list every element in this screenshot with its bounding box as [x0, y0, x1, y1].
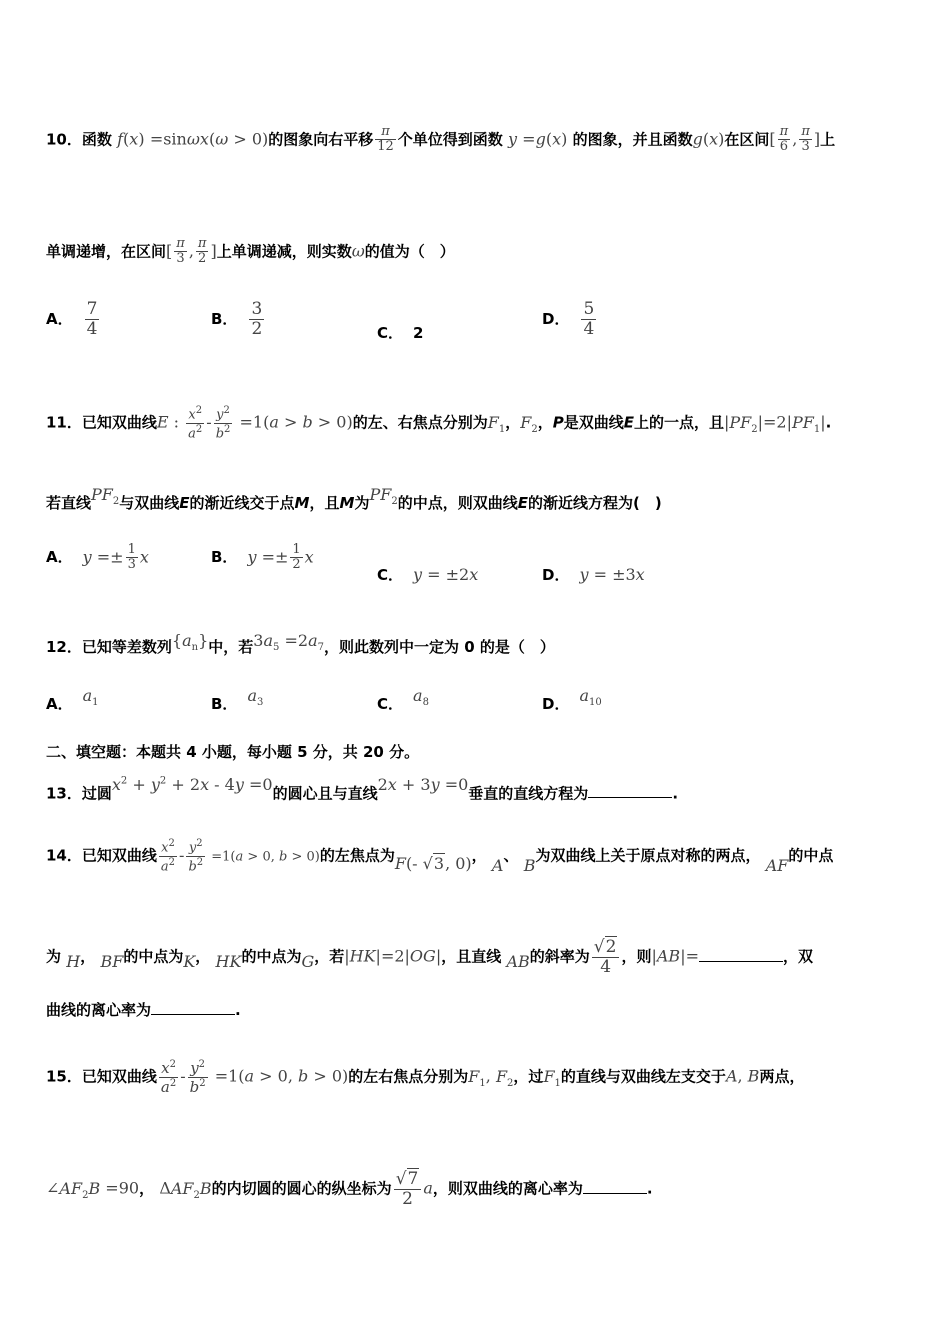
text: 的内切圆的圆心的纵坐标为	[211, 1179, 392, 1198]
math: ω	[215, 129, 229, 149]
math: $x^2$	[111, 775, 128, 795]
text: ，	[195, 947, 211, 966]
math: $AF_2B$	[59, 1178, 101, 1201]
section-2-heading	[46, 741, 910, 763]
q14-number: 14．	[46, 846, 82, 865]
math: > 0)	[228, 129, 269, 149]
math: =1(	[234, 412, 270, 432]
q13-line	[46, 775, 910, 804]
math: $F_1$	[487, 412, 506, 435]
q15-line-2	[46, 1170, 910, 1208]
option-label: C．	[377, 324, 404, 342]
math: =sin	[149, 129, 187, 149]
text: 的值为（ ）	[364, 242, 455, 261]
math: ωx	[186, 129, 209, 149]
q12-line	[46, 631, 910, 665]
math: =±	[91, 547, 124, 567]
text: 的图象向右平移	[268, 130, 374, 149]
text: 垂直的直线方程为	[468, 784, 589, 803]
math: $AF_2B$	[170, 1178, 212, 1201]
q10-number: 10．	[46, 130, 82, 149]
math: $F_1$	[468, 1066, 486, 1089]
text: 为	[46, 947, 62, 966]
q10-option-d[interactable]	[542, 300, 598, 338]
math: -	[180, 1066, 186, 1086]
q15-line-1	[46, 1059, 910, 1095]
text: 已知双曲线	[81, 846, 157, 865]
math: [	[166, 241, 173, 261]
denominator: 2	[251, 318, 263, 339]
math: $F_2$	[520, 412, 538, 435]
text: 个单位得到函数	[397, 130, 503, 149]
option-fraction	[249, 300, 264, 338]
text: 二、填空题：本题共 4 小题，每小题 5 分，共 20 分。	[46, 743, 420, 761]
text: 的左焦点为	[319, 846, 395, 865]
math: x	[469, 565, 479, 584]
math: b	[298, 1066, 309, 1086]
math: ,	[792, 129, 798, 149]
q12-option-c[interactable]	[377, 686, 429, 716]
q10-option-c[interactable]	[377, 322, 423, 343]
text: 已知等差数列	[81, 638, 172, 656]
option-label: D．	[542, 695, 570, 713]
math: G	[301, 951, 315, 971]
text: 过圆	[81, 784, 112, 803]
math: a	[269, 412, 279, 432]
math: |	[723, 412, 730, 432]
math: )	[561, 129, 568, 149]
math: }	[198, 631, 209, 650]
q14-line-1	[46, 838, 910, 874]
answer-blank-eccentricity[interactable]	[151, 1013, 235, 1015]
math: =0	[439, 775, 469, 795]
math: =±	[256, 547, 289, 567]
math: F	[394, 853, 406, 873]
math: x	[129, 129, 139, 149]
q15-number: 15．	[46, 1067, 82, 1086]
answer-blank[interactable]	[588, 796, 672, 798]
text: ，	[80, 947, 96, 966]
text: 两点，	[759, 1067, 805, 1086]
math: x	[200, 775, 210, 795]
option-label: D．	[542, 309, 570, 328]
option-fraction	[85, 300, 100, 338]
math: |=	[680, 946, 699, 966]
q13-number: 13．	[46, 784, 82, 803]
text: 的渐近线方程为( )	[527, 494, 662, 512]
text: ，	[471, 846, 487, 865]
q12-option-b[interactable]	[211, 686, 264, 716]
math: $a_{10}$	[579, 686, 602, 709]
text: 是双曲线	[563, 413, 624, 432]
option-label: A．	[46, 695, 73, 713]
math: (	[123, 129, 130, 149]
math: y	[413, 565, 423, 584]
q11-option-a[interactable]	[46, 543, 149, 573]
option-label: B．	[211, 695, 238, 713]
fraction: $\frac{x^2}{a^2}$	[188, 405, 203, 441]
text: 为	[354, 494, 370, 512]
math: E	[156, 412, 169, 432]
q12-number: 12．	[46, 638, 82, 656]
text: ，则双曲线的离心率为	[432, 1179, 583, 1198]
q11-line-1: 11．已知双曲线E : $\frac{x^2}{a^2}$ - $\frac{y^2}{b^2}$ =1(a > b > 0)的左、右焦点分别为$F_1$，$F_2$，P是双曲线E上的一点，且$|PF_2|=2|PF_1|$.	[46, 405, 832, 441]
math: b	[302, 412, 313, 432]
math: $PF_2$	[729, 412, 758, 435]
text: 的直线与双曲线左支交于	[560, 1067, 726, 1086]
math: {	[171, 631, 183, 650]
text: 函数	[81, 130, 112, 149]
math: g	[692, 129, 703, 149]
q11-number: 11．	[46, 413, 82, 432]
math: HK	[215, 951, 242, 971]
q11-option-c[interactable]	[377, 564, 478, 585]
math: > 0,	[243, 849, 279, 865]
math: $PF_2$	[369, 485, 398, 508]
text: 若直线	[46, 494, 92, 512]
q11-option-d[interactable]	[542, 564, 645, 585]
math: - 4	[209, 775, 235, 795]
math: $PF_1$	[792, 412, 821, 435]
math: ]	[813, 129, 821, 149]
text: ，若	[314, 947, 345, 966]
text: 曲线的离心率为	[46, 1001, 152, 1019]
math: |=2|	[375, 946, 410, 966]
math: ]	[210, 241, 217, 261]
math: b	[278, 849, 288, 865]
math: x	[139, 547, 149, 567]
denominator: 4	[86, 318, 98, 339]
text: .	[235, 1001, 241, 1019]
q11-option-b[interactable]	[211, 543, 314, 573]
math: |	[820, 412, 826, 432]
option-value: 2	[413, 324, 424, 342]
text: 的中点	[788, 846, 834, 865]
math: $F_2$	[495, 1066, 514, 1089]
math: :	[168, 412, 185, 432]
math: $a_1$	[82, 686, 99, 709]
answer-blank[interactable]	[583, 1192, 647, 1194]
text: 为双曲线上关于原点对称的两点，	[535, 846, 761, 865]
math: y	[234, 775, 244, 795]
q10-option-b[interactable]	[211, 300, 266, 338]
math: OG	[409, 946, 436, 966]
math: > 0)	[308, 1066, 349, 1086]
math: ,	[188, 241, 194, 261]
text: 与双曲线	[119, 494, 180, 512]
math: K	[183, 951, 196, 971]
math: |	[435, 946, 442, 966]
math: y	[579, 565, 589, 584]
fraction: $\frac{\pi}{3}$	[801, 124, 810, 155]
text: 的中点为	[123, 947, 184, 966]
q12-option-d[interactable]	[542, 686, 602, 716]
text: 的左右焦点分别为	[348, 1067, 469, 1086]
option-label: C．	[377, 566, 404, 584]
math: 2	[377, 775, 388, 795]
math: H	[66, 951, 81, 971]
text: ，则	[621, 947, 652, 966]
math: )	[138, 129, 145, 149]
math: + 3	[396, 775, 431, 795]
fraction: $\frac{x^2}{a^2}$	[160, 1059, 177, 1096]
math: =90	[100, 1178, 140, 1198]
option-label: A．	[46, 548, 73, 567]
text: 的中点为	[241, 947, 302, 966]
math: $y^2$	[150, 775, 167, 795]
text: 、	[503, 846, 519, 865]
fraction-pi-12: $\frac{\pi}{12}$	[377, 124, 394, 155]
math: =2	[279, 631, 309, 650]
math: (	[208, 129, 216, 149]
q10-line-1	[46, 125, 910, 155]
text: 上的一点，且	[633, 413, 724, 432]
math: y	[508, 129, 518, 149]
math: y	[247, 547, 257, 567]
math: B	[747, 1066, 760, 1086]
fraction: $\frac{1}{3}$	[127, 542, 136, 573]
math: A	[725, 1066, 738, 1086]
text: ，且	[309, 494, 340, 512]
denominator: 4	[583, 318, 595, 339]
fraction: $\frac{\pi}{3}$	[176, 236, 185, 267]
fraction: $\frac{y^2}{b^2}$	[215, 405, 231, 441]
math: $a_5$	[263, 631, 280, 654]
math: a	[235, 849, 244, 865]
math: $a_3$	[247, 686, 264, 709]
math: x	[304, 547, 314, 567]
math: x	[552, 129, 562, 149]
math: $a_n$	[182, 631, 199, 654]
q14-line-2	[46, 938, 910, 976]
math: A	[491, 855, 504, 875]
fraction-sqrt2-4: $\frac{√2}{4}$	[592, 938, 620, 976]
math: y	[82, 547, 92, 567]
text: 的渐近线交于点	[189, 494, 295, 512]
math: AF	[765, 855, 789, 875]
math: -	[179, 845, 185, 865]
math: ,	[737, 1066, 748, 1086]
math: -	[206, 412, 212, 432]
math: 3	[253, 631, 264, 650]
text: ，且直线	[441, 947, 502, 966]
math: g	[535, 129, 546, 149]
math: x	[635, 565, 645, 584]
fraction: $\frac{x^2}{a^2}$	[160, 838, 176, 874]
math: |	[651, 946, 657, 966]
math: =0	[243, 775, 273, 795]
math: ω	[351, 241, 365, 261]
option-fraction	[581, 300, 596, 338]
text: 的圆心且与直线	[272, 784, 378, 803]
math: > 0,	[254, 1066, 299, 1086]
math: $PF_2$	[91, 485, 120, 508]
math: HK	[349, 946, 376, 966]
math: +	[127, 775, 151, 795]
q10-option-a[interactable]	[46, 300, 101, 338]
q12-option-a[interactable]	[46, 686, 99, 716]
text: ，双	[782, 947, 813, 966]
numerator: 7	[86, 299, 98, 319]
text: ，	[505, 413, 521, 432]
math: > 0)	[287, 849, 320, 865]
math: (	[702, 129, 710, 149]
text: 的图象，并且函数	[572, 130, 693, 149]
fraction: $\frac{\pi}{6}$	[779, 124, 789, 155]
q11-line-2: 若直线$PF_2$与双曲线E的渐近线交于点M，且M为$PF_2$的中点，则双曲线E的渐近线方程为( )	[46, 485, 662, 512]
numerator: 5	[583, 299, 595, 319]
text: ，	[537, 413, 553, 432]
text: 的左、右焦点分别为	[352, 413, 488, 432]
text: .	[672, 784, 679, 803]
fraction: $\frac{y^2}{b^2}$	[189, 1059, 206, 1096]
math-f: f	[117, 129, 124, 149]
text: 在区间	[724, 130, 770, 149]
math: ,	[485, 1066, 496, 1086]
fraction: $\frac{1}{2}$	[292, 542, 301, 573]
math: =1(	[207, 849, 236, 865]
text: 上单调递减，则实数	[216, 242, 352, 261]
option-label: B．	[211, 309, 238, 328]
math: (	[545, 129, 553, 149]
text: 的中点，则双曲线	[397, 494, 518, 512]
math: = ±3	[588, 565, 636, 584]
math: (- √3, 0)	[405, 853, 472, 873]
math: Δ	[159, 1178, 171, 1198]
math: =	[517, 129, 536, 149]
fraction: $\frac{y^2}{b^2}$	[188, 838, 204, 874]
math: x	[387, 775, 397, 795]
math: =1(	[209, 1066, 245, 1086]
math: > 0)	[312, 412, 353, 432]
fraction: $\frac{\pi}{2}$	[197, 236, 207, 267]
option-label: D．	[542, 566, 570, 584]
math: + 2	[166, 775, 201, 795]
text: 的斜率为	[529, 947, 590, 966]
math: |	[344, 946, 350, 966]
math: $a_7$	[308, 631, 324, 654]
text: 中，若	[208, 638, 254, 656]
text: ，	[139, 1179, 155, 1198]
text: .	[825, 413, 832, 432]
math: |=2|	[757, 412, 792, 432]
text: 上	[820, 130, 836, 149]
option-label: C．	[377, 695, 404, 713]
math: B	[523, 855, 536, 875]
math: AB	[656, 946, 681, 966]
text: ，过	[513, 1067, 544, 1086]
math: $a_8$	[413, 686, 429, 709]
math: ∠	[46, 1178, 60, 1198]
math: )	[718, 129, 725, 149]
option-label: A．	[46, 309, 73, 328]
option-label: B．	[211, 548, 238, 567]
answer-blank-ab[interactable]	[699, 960, 783, 962]
math: a	[423, 1178, 433, 1198]
math: $F_1$	[543, 1066, 561, 1089]
math: >	[278, 412, 303, 432]
text: 单调递增，在区间	[46, 242, 167, 261]
numerator: 3	[251, 299, 263, 319]
fraction-sqrt7-2: $\frac{√7}{2}$	[394, 1170, 422, 1208]
math: = ±2	[422, 565, 470, 584]
math: [	[769, 129, 776, 149]
q14-line-3	[46, 999, 910, 1021]
math: AB	[506, 951, 530, 971]
math: BF	[100, 951, 124, 971]
text: ，则此数列中一定为 0 的是（ ）	[323, 638, 555, 656]
math: x	[709, 129, 719, 149]
text: 已知双曲线	[81, 1067, 157, 1086]
math: y	[430, 775, 440, 795]
text: 已知双曲线	[81, 413, 157, 432]
text: .	[646, 1179, 653, 1198]
q10-line-2	[46, 237, 910, 267]
math: a	[244, 1066, 255, 1086]
